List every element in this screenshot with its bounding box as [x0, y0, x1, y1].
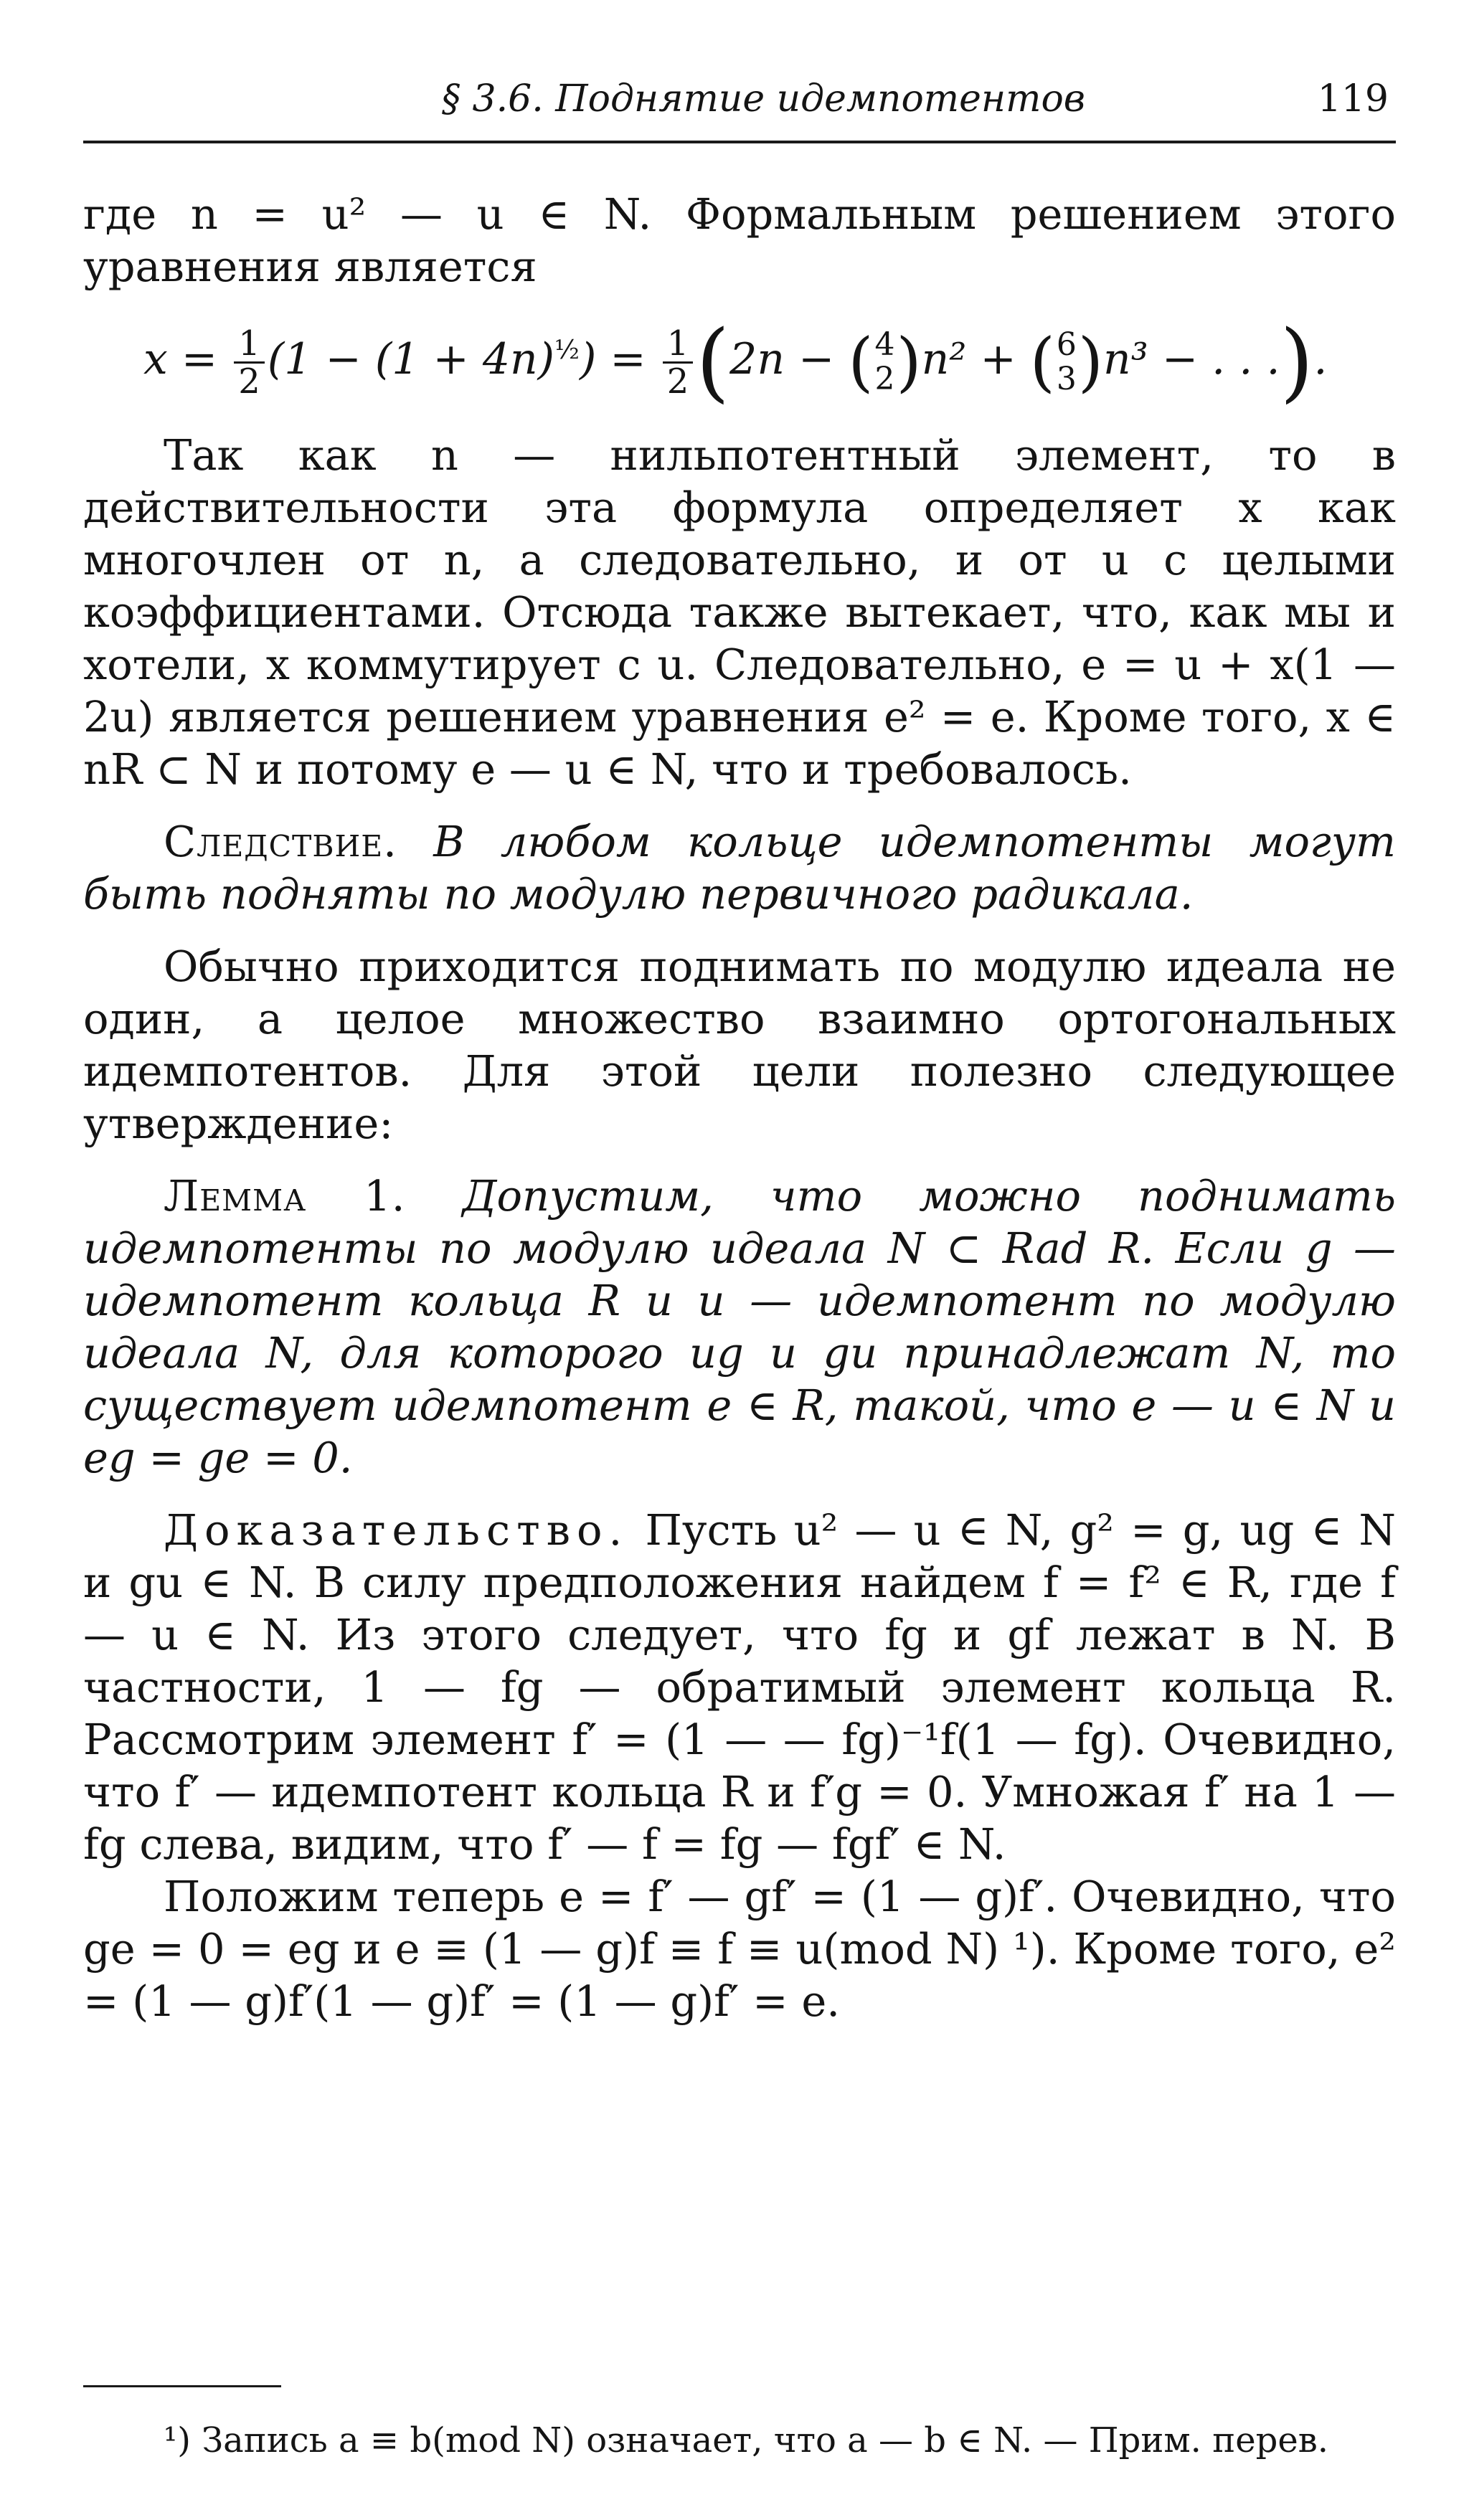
binomial-6-3: 6 3 [1056, 326, 1077, 398]
fraction-one-half-2: $\frac{1}{2}$ [663, 326, 694, 399]
footnote-rule [83, 2385, 281, 2387]
proof-text: Пусть u² — u ∈ N, g² = g, ug ∈ N и gu ∈ N. В силу предположения найдем f = f² ∈ R, где f — u ∈ N. Из этого следует, что fg и gf лежат в N. В частности, 1 — fg — обратимый элемент кольца R. Рассмотрим элемент f′ = (1 — — fg)⁻¹f(1 — fg). Очевидно, что f′ — идемпотент кольца R и f′g = 0. Умножая f′ на 1 — fg слева, видим, что f′ — f = fg — fgf′ ∈ N. [83, 1505, 1396, 1869]
section-title: § 3.6. Поднятие идемпотентов [442, 77, 1086, 120]
footnote-text: ¹) Запись a ≡ b(mod N) означает, что a — b ∈ N. — Прим. перев. [164, 2420, 1329, 2460]
binomial-4-2: 4 2 [874, 326, 895, 398]
proof [83, 1504, 1396, 1870]
footnote [83, 2417, 1396, 2464]
big-paren-open: ( [696, 312, 730, 412]
corollary [83, 815, 1396, 920]
big-paren-close: ) [1280, 312, 1314, 412]
formula-part2-mid: n² + [921, 334, 1016, 384]
lemma [83, 1170, 1396, 1484]
formula-part1: (1 − (1 + 4n) [267, 334, 555, 384]
paragraph-conclusion: Положим теперь e = f′ — gf′ = (1 — g)f′. Очевидно, что ge = 0 = eg и e ≡ (1 — g)f ≡ f ≡ u(mod N) ¹). Кроме того, e² = (1 — g)f′(1 — g)f′ = (1 — g)f′ = e. [83, 1872, 1396, 2026]
proof-label: Доказательство. [164, 1505, 629, 1555]
paragraph-intro: где n = u² — u ∈ N. Формальным решением этого уравнения является [83, 189, 1396, 291]
formula-part1-close: ) = [579, 334, 646, 384]
corollary-text: В любом кольце идемпотенты могут быть подняты по модулю первичного радикала. [83, 817, 1396, 919]
lemma-text: Допустим, что можно поднимать идемпотенты по модулю идеала N ⊂ Rad R. Если g — идемпотент кольца R и u — идемпотент по модулю идеала N, для которого ug и gu принадлежат N, то существует идемпотент e ∈ R, такой, что e — u ∈ N и eg = ge = 0. [83, 1171, 1396, 1482]
display-formula: x = $\frac{1}{2}$ $(1 - (1 + 4n)^{\frac{1}{2}})$ = $\frac{1}{2}$ (2n − ( 4 2 )n² + ( 6 3 )n³ − . . .). [143, 312, 1328, 412]
paragraph-nilpotent: Так как n — нильпотентный элемент, то в действительности эта формула определяет x как многочлен от n, а следовательно, и от u с целыми коэффициентами. Отсюда также вытекает, что, как мы и хотели, x коммутирует с u. Следовательно, e = u + x(1 — 2u) является решением уравнения e² = e. Кроме того, x ∈ nR ⊂ N и потому e — u ∈ N, что и требовалось. [83, 430, 1396, 794]
formula-part2-open: 2n − [729, 334, 835, 384]
main-text [83, 188, 1396, 2027]
running-header [83, 69, 1396, 129]
paragraph-orthogonal: Обычно приходится поднимать по модулю идеала не один, а целое множество взаимно ортогональных идемпотентов. Для этой цели полезно следующее утверждение: [83, 942, 1396, 1148]
formula-end: . [1313, 334, 1328, 384]
page-number: 119 [1317, 77, 1389, 120]
header-rule [83, 141, 1396, 143]
corollary-label: Следствие. [164, 817, 397, 866]
lemma-label: Лемма 1. [164, 1171, 406, 1221]
formula-lhs: x = [143, 334, 218, 384]
formula-part2-end: n³ − . . . [1103, 334, 1280, 384]
formula-exponent: ½ [554, 336, 580, 365]
fraction-one-half: $\frac{1}{2}$ [234, 326, 265, 399]
